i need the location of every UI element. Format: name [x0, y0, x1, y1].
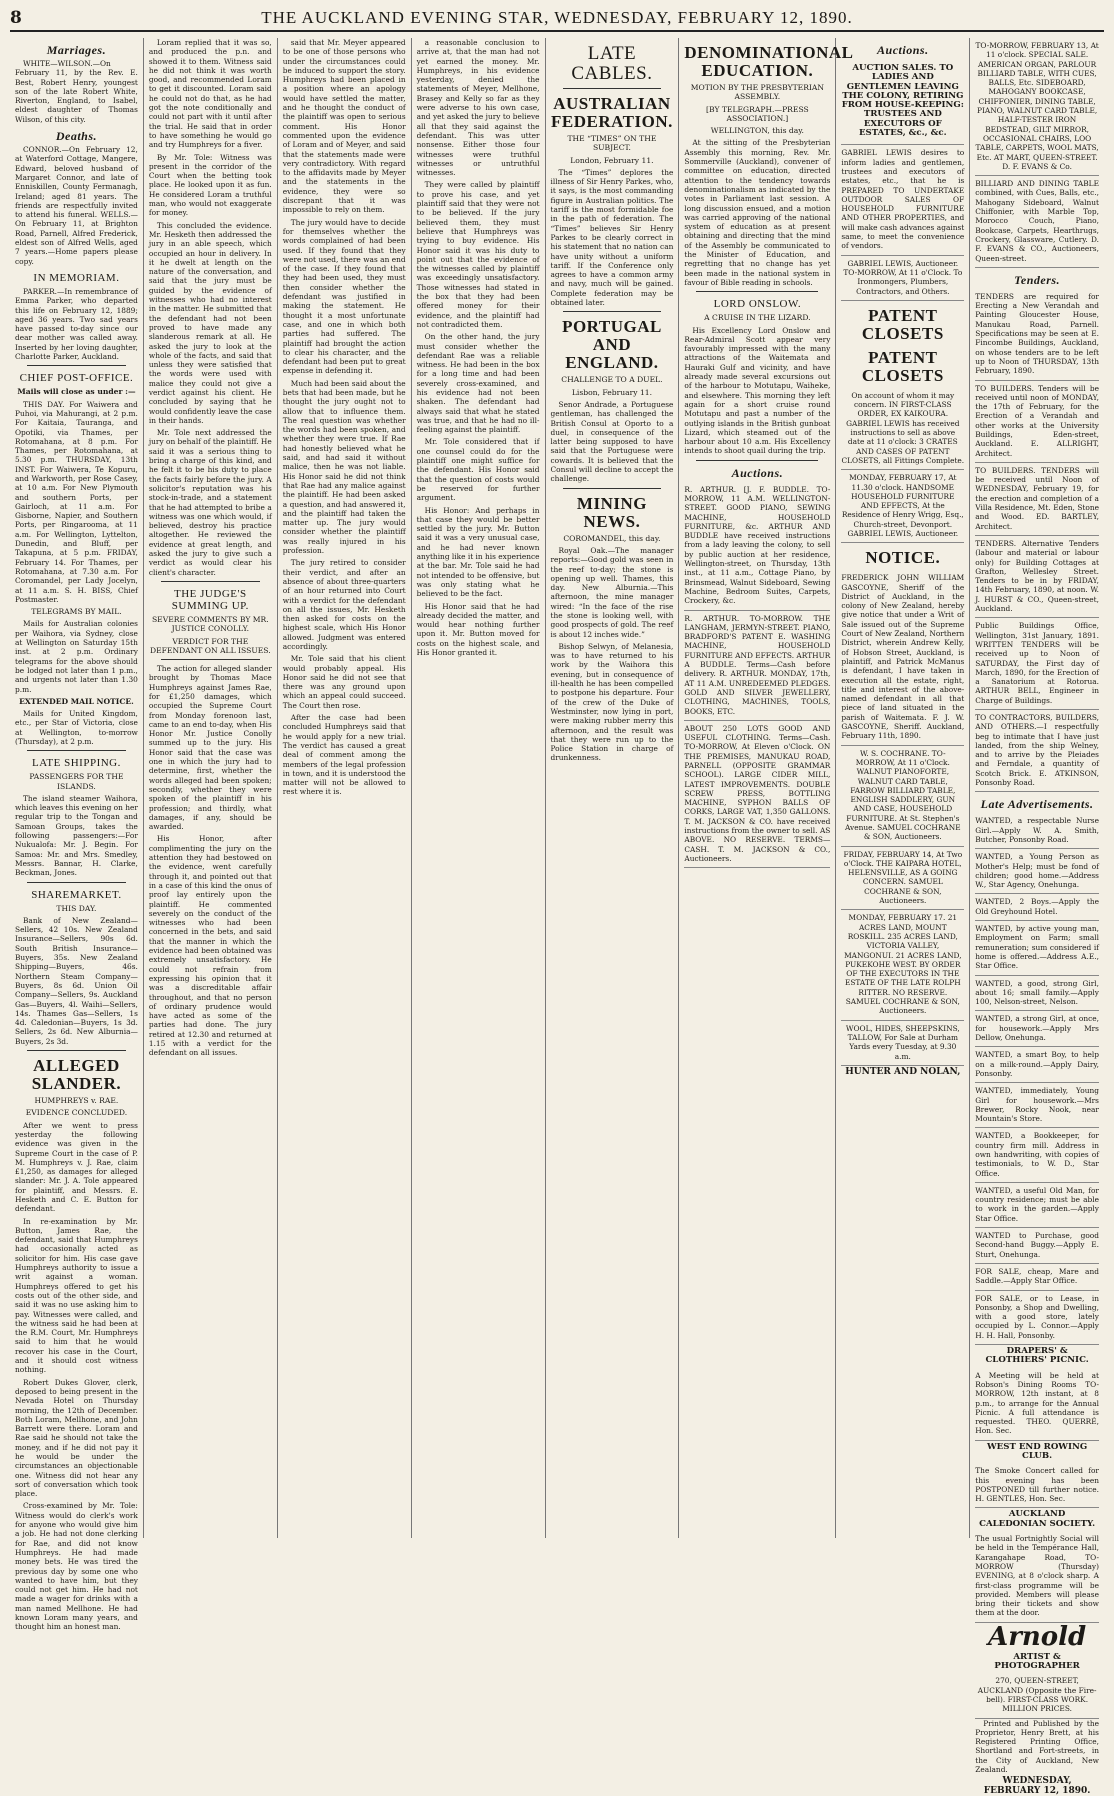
- wanted-10: WANTED, a useful Old Man, for country residence; must be able to work in the garden.—Apply Star Office.: [975, 1183, 1099, 1228]
- denominational-education-heading: DENOMINATIONAL EDUCATION.: [684, 43, 854, 80]
- masthead: [10, 8, 1104, 32]
- auctions-heading-col6: Auctions.: [731, 465, 784, 480]
- column-8: [970, 38, 1104, 1796]
- chief-post-office-heading: CHIEF POST-OFFICE.: [19, 372, 134, 385]
- column-5: [546, 38, 680, 1538]
- gabriel-lewis-ad-3: GABRIEL LEWIS, Auctioneer. TO-MORROW, At 11 o'Clock. To Ironmongers, Plumbers, Contractors, and Others.: [841, 256, 964, 301]
- portugal-dateline: Lisbon, February 11.: [571, 387, 653, 397]
- hunter-nolan: HUNTER AND NOLAN,: [845, 1066, 961, 1077]
- summing-cont-12: His Honor said that he had already decided the matter, and would hear nothing further upon it. Mr. Button moved for costs on the highest scale, and His Honor granted it.: [416, 601, 540, 657]
- wanted-6: WANTED, a strong Girl, at once, for housework.—Apply Mrs Dellow, Onehunga.: [975, 1011, 1099, 1047]
- tender-6: TO CONTRACTORS, BUILDERS, AND OTHERS.—I respectfully beg to intimate that I have just landed, from the ship Welney, and to arrive by the Pleiades and Ferndale, a quantity of Scotch Brick. E. ATKINSON, Ponsonby Road.: [975, 710, 1099, 792]
- alleged-slander-sub2: EVIDENCE CONCLUDED.: [25, 1108, 128, 1118]
- tender-1: TENDERS are required for Erecting a New Verandah and Painting Gloucester House, Manukau Road, Parnell. Specifications may be seen at E. Fincombe Buildings, Auckland, on whose tenders are to be left up to Noon of THURSDAY, 13th February, 1890.: [975, 289, 1099, 381]
- wanted-4: WANTED, by active young man, Employment on Farm; small remuneration; sum considered if home is offered.—Address A.E., Star Office.: [975, 921, 1099, 975]
- gabriel-lewis-ad-2: GABRIEL LEWIS desires to inform ladies and gentlemen, trustees and executors of estates, etc., that he is PREPARED TO UNDERTAKE OUTDOOR SALES OF HOUSEHOLD FURNITURE AND OTHER PROPERTIES, and will make cash advances against same, to meet the convenience of vendors.: [841, 145, 964, 255]
- summing-cont-5: Mr. Tole said that his client would probably appeal. His Honor said he did not see that there was any ground upon which an appeal could succeed. The Court then rose.: [282, 654, 406, 710]
- summing-up-text-1: The action for alleged slander brought by Thomas Mace Humphreys against James Rae, for £1,250 damages, which occupied the Supreme Court from Monday forenoon last, came to an end to-day, when His Honor Mr. Justice Conolly summed up to the jury. His Honor said that the case was one in which the jury had to determine, first, whether the words alleged had been spoken; secondly, whether they were spoken of the plaintiff in his profession; and thirdly, what damages, if any, should be awarded.: [148, 664, 272, 832]
- sharemarket-heading: SHAREMARKET.: [31, 888, 122, 901]
- deaths-text: CONNOR.—On February 12, at Waterford Cottage, Mangere, Edward, beloved husband of Margaret Connor, and late of Enniskillen, County Fermanagh, Ireland; aged 81 years. The friends are respectfully invited to attend his funeral. WELLS.—On February 11, at Brighton Road, Parnell, Alfred Frederick, eldest son of Alfred Wells, aged 7 years.—Home papers please copy.: [15, 145, 138, 266]
- marriages-text: WHITE—WILSON.—On February 11, by the Rev. E. Best, Robert Henry, youngest son of the late Robert White, Riverton, England, to Isabel, eldest daughter of Thomas Wilson, of this city.: [15, 59, 138, 124]
- cochrane-ad-2: FRIDAY, FEBRUARY 14, At Two o'Clock. THE KAIPARA HOTEL, HELENSVILLE, AS A GOING CONCERN. SAMUEL COCHRANE & SON, Auctioneers.: [841, 847, 964, 911]
- summing-cont-7: a reasonable conclusion to arrive at, that the man had not yet earned the money. Mr. Humphreys, in his evidence yesterday, denied the statements of Meyer, Mellhone, Brasey and Kelly so far as they were adverse to his own case, and yet asked the jury to believe all that they said against the defendant. This was utter nonsense. Either those four witnesses were truthful witnesses or untruthful witnesses.: [416, 38, 540, 178]
- late-shipping-text: The island steamer Waihora, which leaves this evening on her regular trip to the Tongan and Samoan Groups, takes the following passengers:—For Nukualofa: Mr. J. Begin. For Samoa: Mr. and Mrs. Smedley, Messrs. Bannar, H. Clarke, Beckman, Jones.: [15, 793, 138, 878]
- west-end-rowing-heading: WEST END ROWING CLUB.: [987, 1441, 1088, 1461]
- alleged-slander-sub: HUMPHREYS v. RAE.: [34, 1096, 119, 1106]
- australian-federation-heading: AUSTRALIAN FEDERATION.: [551, 94, 673, 131]
- slander-cont-4: Mr. Tole next addressed the jury on behalf of the plaintiff. He said it was a serious thing to bring a charge of this kind, and he felt it to be his duty to place the facts fairly before the jury. A solicitor's reputation was his stock-in-trade, and a statement that he had attempted to bribe a witness was one which would, if believed, destroy his practice altogether. He reviewed the evidence at great length, and asked the jury to give such a verdict as would clear his client's character.: [148, 428, 272, 577]
- tender-4: TENDERS. Alternative Tenders (labour and material or labour only) for Building Cottages at Grafton, Wellesley Street. Tenders to be in by FRIDAY, 14th February, 1890, at noon. W. J. HURST & CO., Queen-street, Auckland.: [975, 536, 1099, 618]
- wanted-5: WANTED, a good, strong Girl, about 16; small family.—Apply 100, Nelson-street, Nelson.: [975, 976, 1099, 1012]
- tender-5: Public Buildings Office, Wellington, 31st January, 1891. WRITTEN TENDERS will be received up to Noon of SATURDAY, the First day of March, 1890, for the Erection of a Sanatorium at Rotorua. ARTHUR BELL, Engineer in Charge of Buildings.: [975, 618, 1099, 710]
- imprint: Printed and Published by the Proprietor, Henry Brett, at his Registered Printing Office, Shortland and Fort-streets, in the City of Auckland, New Zealand.: [975, 1718, 1099, 1775]
- column-7: [836, 38, 970, 1538]
- cochrane-ad-3: MONDAY, FEBRUARY 17. 21 ACRES LAND, MOUNT ROSKILL. 235 ACRES LAND, VICTORIA VALLEY, MANGONUI. 21 ACRES LAND, PUKEKOHE WEST. BY ORDER OF THE EXECUTORS IN THE ESTATE OF THE LATE ROLPH RITTER. NO RESERVE. SAMUEL COCHRANE & SON, Auctioneers.: [841, 910, 964, 1020]
- chief-post-office-sub: Mails will close as under :—: [17, 387, 136, 397]
- wool-ad: WOOL, HIDES, SHEEPSKINS, TALLOW, For Sale at Durham Yards every Tuesday, at 9.30 a.m.: [841, 1021, 964, 1066]
- wellington-dateline: WELLINGTON, this day.: [710, 126, 804, 136]
- telegrams-heading: TELEGRAMS BY MAIL.: [31, 607, 122, 617]
- slander-cont-3: This concluded the evidence. Mr. Hesketh then addressed the jury in an able speech, which occupied an hour in delivery. In it he dwelt at length on the nature of the conversation, and said that the jury must be guided by the evidence of witnesses who had no interest in the matter. He submitted that the defendant had not been proved to have made any slanderous remark at all. He asked the jury to look at the whole of the facts, and said that unless they were satisfied that the words were used with malice they could not give a verdict against his client. He concluded by saying that he would confidently leave the case in their hands.: [148, 220, 272, 425]
- summing-up-text-2: His Honor, after complimenting the jury on the attention they had bestowed on the evidence, went carefully through it, and pointed out that in a case of this kind the onus of proof lay entirely upon the plaintiff. He commented severely on the conduct of the witnesses who had been concerned in the bets, and said that the manner in which the evidence had been obtained was extremely unsatisfactory. He could not refrain from expressing his opinion that it was a discreditable affair throughout, and that no person of ordinary prudence would have acted as some of the parties had done. The jury retired at 12.30 and returned at 1.15 with a verdict for the defendant on all issues.: [148, 834, 272, 1058]
- drapers-picnic-heading: DRAPERS' & CLOTHIERS' PICNIC.: [985, 1346, 1089, 1366]
- summing-cont-11: His Honor: And perhaps in that case they would be better settled by the jury. Mr. Button said it was a very unusual case, and he had never known anything like it in his experience at the bar. Mr. Tole said he had not intended to be offensive, but was only stating what he believed to be the fact.: [416, 505, 540, 599]
- patent-closets-2: PATENT CLOSETS: [861, 347, 944, 385]
- evans-billiard-ad: BILLIARD AND DINING TABLE combined, with Cues, Balls, etc., Mahogany Sideboard, Walnut Chiffonier, with Marble Top, Morocco Couch, Piano, Bookcase, Carpets, Hearthrugs, Crockery, Glassware, Cutlery. D. F. EVANS & CO., Auctioneers, Queen-street.: [975, 176, 1099, 268]
- for-sale-1: FOR SALE, cheap, Mare and Saddle.—Apply Star Office.: [975, 1264, 1099, 1291]
- column-3: [278, 38, 412, 1538]
- judges-summing-up-heading: THE JUDGE'S SUMMING UP.: [171, 587, 249, 612]
- household-furniture-ad: MONDAY, FEBRUARY 17, At 11.30 o'clock. HANDSOME HOUSEHOLD FURNITURE AND EFFECTS, At the Residence of Henry Wrigg, Esq., Church-street, Devonport. GABRIEL LEWIS, Auctioneer.: [841, 470, 964, 543]
- column-1: [10, 38, 144, 1632]
- telegrams-text: Mails for Australian colonies per Waihora, via Sydney, close at Wellington on Saturday 15th inst. at 2 p.m. Ordinary telegrams for the above should be lodged not later than 1 p.m., and urgents not later than 1.30 p.m.: [15, 619, 138, 694]
- portugal-england-heading: PORTUGAL AND ENGLAND.: [562, 317, 662, 373]
- late-cables-heading: LATE CABLES.: [571, 43, 653, 84]
- mining-news-heading: MINING NEWS.: [576, 493, 647, 531]
- for-sale-2: FOR SALE, or to Lease, in Ponsonby, a Shop and Dwelling, with a good store, lately occupied by L. Connor.—Apply H. H. Hall, Ponsonby.: [975, 1291, 1099, 1345]
- duel-sub: CHALLENGE TO A DUEL.: [561, 375, 663, 385]
- wanted-11: WANTED to Purchase, good Second-hand Buggy.—Apply E. Sturt, Onehunga.: [975, 1228, 1099, 1264]
- severe-comments-sub: SEVERE COMMENTS BY MR. JUSTICE CONOLLY.: [151, 614, 269, 634]
- auction-ad-1: R. ARTHUR. [J. F. BUDDLE. TO-MORROW, 11 A.M. WELLINGTON-STREET. GOOD PIANO, SEWING MACHINE, HOUSEHOLD FURNITURE, &c. ARTHUR AND BUDDLE have received instructions from a lady leaving the colony, to sell by public auction at her residence, Wellington-street, on Thursday, 13th inst., at 11 a.m., Cottage Piano, by Brinsmead, Walnut Sideboard, Sewing Machine, Bedroom Suites, Carpets, Crockery, &c.: [684, 482, 830, 611]
- auction-ad-3: ABOUT 250 LOTS GOOD AND USEFUL CLOTHING. Terms—Cash. TO-MORROW, At Eleven o'Clock. ON THE PREMISES, MANUKAU ROAD, PARNELL (OPPOSITE GRAMMAR SCHOOL). LARGE CIDER MILL, LATEST IMPROVEMENTS. DOUBLE SCREW PRESS, BOTTLING MACHINE, SYPHON BALLS OF CORKS, LARGE VAT, 1,350 GALLONS. T. M. JACKSON & CO. have received instructions from the owner to sell. AS ABOVE. NO RESERVE. TERMS—CASH. T. M. JACKSON & CO., Auctioneers.: [684, 721, 830, 868]
- wanted-8: WANTED, immediately, Young Girl for housework.—Mrs Brewer, Rocky Nook, near Mountain's Store.: [975, 1083, 1099, 1128]
- sharemarket-sub: THIS DAY.: [56, 903, 97, 913]
- column-6: [679, 38, 854, 1538]
- press-association-sub: [BY TELEGRAPH.—PRESS ASSOCIATION.]: [706, 104, 809, 123]
- summing-cont-8: They were called by plaintiff to prove his case, and yet plaintiff said that they were not to be believed. If the jury believed them, they must believe that Humphreys was trying to buy evidence. His Honor said it was his duty to point out that the evidence of the witnesses called by plaintiff was exceedingly unsatisfactory. Those witnesses had stated in the box that they had been offered money for their evidence, and the plaintiff had not contradicted them.: [416, 180, 540, 329]
- summing-cont-3: Much had been said about the bets that had been made, but he thought the jury ought not to allow that to influence them. The real question was whether the words had been spoken, and whether they were true. If Rae had honestly believed what he said, and had said it without malice, then he was not liable. His Honor said he did not think that Rae had any malice against the plaintiff. He had been asked a question, and had answered it, and the plaintiff had taken the matter up. The jury would consider whether the plaintiff was really injured in his profession.: [282, 378, 406, 556]
- portugal-text: Senor Andrade, a Portuguese gentleman, has challenged the British Consul at Oporto to a duel, in consequence of the latter being supposed to have said that the Portuguese were cowards. It is believed that the Consul will decline to accept the challenge.: [550, 399, 674, 484]
- denominational-text: At the sitting of the Presbyterian Assembly this morning, Rev. Mr. Sommerville (Auckland), convener of committee on education, directed attention to the tendency towards denominationalism as indicated by the votes in Parliament last session. A long discussion ensued, and a motion was carried approving of the national system of education as at present obtaining and directing that the mind of the Assembly be communicated to the Minister of Education, and regretting that no change has yet been made in the national system in favour of Bible reading in schools.: [684, 138, 831, 287]
- caledonian-text: The usual Fortnightly Social will be held in the Tempérance Hall, Karangahape Road, TO-MORROW (Thursday) EVENING, at 8 o'clock sharp. A first-class programme will be provided. Members will please bring their tickets and show them at the door.: [975, 1531, 1099, 1623]
- lord-onslow-heading: LORD ONSLOW.: [713, 298, 802, 311]
- chief-post-office-text: THIS DAY. For Waiwera and Puhoi, via Mahurangi, at 2 p.m. For Kaitaia, Tauranga, and Opotiki, via Thames, per Rotomahana, at 8 p.m. For Thames, per Rotomahana, at 5.30 p.m. THURSDAY, 13th INST. For Waiwera, Te Kopuru, and Warkworth, per Rose Casey, at 10 a.m. For New Plymouth and southern Ports, per Gairloch, at 11 a.m. For Gisborne, Napier, and Southern Ports, per Ringarooma, at 11 a.m. For Wellington, Lyttelton, Dunedin, and Bluff, per Takapuna, at 5 p.m. FRIDAY, February 14. For Thames, per Rotomahana, at 7.30 a.m. For Coromandel, per Lady Jocelyn, at 11 a.m. S. H. BISS, Chief Postmaster.: [15, 399, 138, 604]
- caledonian-heading: AUCKLAND CALEDONIAN SOCIETY.: [979, 1509, 1096, 1529]
- memoriam-heading: IN MEMORIAM.: [33, 271, 120, 284]
- extended-mail-heading: EXTENDED MAIL NOTICE.: [19, 696, 134, 706]
- wanted-9: WANTED, a Bookkeeper, for country firm mill. Address in own handwriting, with copies of testimonials, to W. D., Star Office.: [975, 1128, 1099, 1182]
- federation-dateline: London, February 11.: [570, 155, 654, 165]
- cruise-sub: A CRUISE IN THE LIZARD.: [704, 313, 811, 323]
- wanted-1: WANTED, a respectable Nurse Girl.—Apply W. A. Smith, Butcher, Ponsonby Road.: [975, 813, 1099, 849]
- auctions-heading-col7: Auctions.: [877, 43, 929, 57]
- mining-text-2: Bishop Selwyn, of Melanesia, was to have returned to his work by the Waihora this evening, but in consequence of ill-health he has been compelled to postpone his departure. Four of the crew of the Duke of Westminster, now lying in port, were making rubber merry this afternoon, and the result was that they were run up to the Police Station in charge of drunkenness.: [550, 641, 674, 763]
- column-2: [144, 38, 278, 1538]
- sharemarket-text: Bank of New Zealand—Sellers, 42 10s. New Zealand Insurance—Sellers, 90s 6d. South British Insurance—Buyers, 35s. New Zealand Shipping—Buyers, 46s. Northern Steam Company—Buyers, 8s 6d. Union Oil Company—Sellers, 9s. Auckland Gas—Buyers, 4l. Waihi—Sellers, 14s. Thames Gas—Sellers, 1s 4d. Caledonian—Buyers, 1s 3d. Sellers, 2s 6d. New Alburnia—Buyers, 2s 3d.: [15, 915, 138, 1046]
- summing-cont-10: Mr. Tole considered that if one counsel could do for the plaintiff one might suffice for the defendant. His Honor said that the question of costs would be reserved for further argument.: [416, 437, 540, 503]
- patent-closets-ad: On account of whom it may concern. IN FIRST-CLASS ORDER, EX KAIKOURA. GABRIEL LEWIS has received instructions to sell as above date at 11 o'clock: 3 CRATES AND CASES OF PATENT CLOSETS, all Fittings Complete.: [841, 388, 964, 470]
- summing-cont-2: The jury would have to decide for themselves whether the words complained of had been used. If they found that they were not used, there was an end of the case. If they found that they had been used, they must then consider whether the defendant was justified in making the statement. He thought it a most unfortunate case, and one in which both parties had suffered. The plaintiff had brought the action to clear his character, and the defendant had been put to great expense in defending it.: [282, 217, 406, 376]
- artist-address: 270, QUEEN-STREET, AUCKLAND (Opposite the Fire-bell). FIRST-CLASS WORK. MILLION PRICES.: [975, 1673, 1099, 1718]
- extended-mail-text: Mails for United Kingdom, etc., per Star of Victoria, close at Wellington, to-morrow (Thursday), at 2 p.m.: [15, 709, 138, 746]
- summing-cont-4: The jury retired to consider their verdict, and after an absence of about three-quarters of an hour returned into Court with a verdict for the defendant on all the issues, Mr. Hesketh then asked for costs on the highest scale, which His Honor allowed. Judgment was entered accordingly.: [282, 558, 406, 651]
- page-number: 8: [10, 8, 22, 28]
- newspaper-title: THE AUCKLAND EVENING STAR, WEDNESDAY, FEBRUARY 12, 1890.: [261, 8, 853, 27]
- marriages-heading: Marriages.: [46, 43, 107, 57]
- auction-ad-2: R. ARTHUR. TO-MORROW. THE LANGHAM, JERMYN-STREET. PIANO, BRADFORD'S PATENT E. WASHING MACHINE, HOUSEHOLD FURNITURE AND EFFECTS. ARTHUR A BUDDLE. Terms—Cash before delivery. R. ARTHUR. MONDAY, 17th, AT 11 A.M. UNREDEEMED PLEDGES. GOLD AND SILVER JEWELLERY, CLOTHING, MACHINES, TOOLS, BOOKS, ETC.: [684, 611, 830, 721]
- evans-special-sale: TO-MORROW, FEBRUARY 13, At 11 o'clock. SPECIAL SALE. AMERICAN ORGAN, PARLOUR BILLIARD TABLE, WITH CUES, BALLS, Etc. SIDEBOARD, MAHOGANY BOOKCASE, CHIFFONIER, DINING TABLE, PIANO, WALNUT CARD TABLE, HALF-TESTER IRON BEDSTEAD, GILT MIRROR, OCCASIONAL CHAIRS, LOO TABLE, CARPETS, WOOL MATS, Etc. AT MART, QUEEN-STREET. D. F. EVANS & Co.: [975, 38, 1099, 176]
- alleged-slander-heading: ALLEGED SLANDER.: [31, 1056, 122, 1094]
- alleged-slander-text-1: After we went to press yesterday the following evidence was given in the Supreme Court in the case of P. M. Humphreys v. J. Rae, claim £1,250, as damages for alleged slander: Mr. J. A. Tole appeared for plaintiff, and Messrs. E. Hesketh and C. E. Button for defendant.: [15, 1120, 138, 1214]
- tenders-heading: Tenders.: [1014, 272, 1061, 287]
- west-end-rowing-text: The Smoke Concert called for this evening has been POSTPONED till further notice. H. GENTLES, Hon. Sec.: [975, 1463, 1099, 1508]
- drapers-picnic-text: A Meeting will be held at Robson's Dining Rooms TO-MORROW, 12th instant, at 8 p.m., to arrange for the Annual Picnic. A full attendance is requested. THEO. QUERRÉ, Hon. Sec.: [975, 1368, 1099, 1441]
- verdict-sub: VERDICT FOR THE DEFENDANT ON ALL ISSUES.: [150, 636, 271, 655]
- presbyterian-sub: MOTION BY THE PRESBYTERIAN ASSEMBLY.: [690, 83, 825, 102]
- slander-cont-2: By Mr. Tole: Witness was present in the corridor of the Court when the betting took place. He looked upon it as fun. He considered Loram a truthful man, who would not exaggerate for money.: [148, 152, 272, 218]
- mining-dateline: COROMANDEL, this day.: [563, 533, 661, 543]
- cochrane-ad-1: W. S. COCHRANE. TO-MORROW, At 11 o'Clock. WALNUT PIANOFORTE, WALNUT CARD TABLE, FARROW BILLIARD TABLE, ENGLISH SADDLERY, GUN AND CASE, HOUSEHOLD FURNITURE. At St. Stephen's Avenue. SAMUEL COCHRANE & SON, Auctioneers.: [841, 746, 964, 847]
- deaths-heading: Deaths.: [55, 129, 98, 144]
- patent-closets-1: PATENT CLOSETS: [861, 305, 944, 343]
- onslow-text: His Excellency Lord Onslow and Rear-Admiral Scott appear very favourably impressed with the many attractions of the Waitemata and Hauraki Gulf and vicinity, and have already made several excursions out of the harbour to Motutapu, Waiheke, and elsewhere. This morning they left again for a short cruise round Motutapu and past a number of the outlying islands in the British gunboat Lizard, which steamed out of the harbour about 10 a.m. His Excellency intends to shoot quail during the trip.: [684, 325, 831, 456]
- wanted-3: WANTED, 2 Boys.—Apply the Old Greyhound Hotel.: [975, 894, 1099, 921]
- late-advertisements-heading: Late Advertisements.: [980, 797, 1094, 812]
- columns: [10, 38, 1104, 1796]
- arnold-logo: Arnold: [988, 1621, 1087, 1652]
- federation-text: The “Times” deplores the illness of Sir Henry Parkes, who, it says, is the most commanding figure in Australian politics. The tariff is the most formidable foe in the path of federation. The “Times” believes Sir Henry Parkes to be clearly correct in his statement that no nation can have unity without a uniform tariff. If the Conference only agrees to have a common army and navy, much will be gained. Complete federation may be obtained later.: [550, 167, 674, 308]
- alleged-slander-text-4: Cross-examined by Mr. Tole: Witness would do clerk's work for anyone who would give him a job. He had not done clerking for Rae, and did not know Humphreys. He had made money bets. He was tired the previous day by some one who wanted to have him, but they could not get him. He had not made a wager for drinks with a man named Mellhone. He had known Loram many years, and thought him an honest man.: [15, 1501, 138, 1632]
- summing-cont-9: On the other hand, the jury must consider whether the defendant Rae was a reliable witness. He had been in the box for a long time and had been severely cross-examined, and his evidence had not been shaken. The defendant had always said that what he stated was true, and that he had no ill-feeling against the plaintiff.: [416, 332, 540, 435]
- alleged-slander-text-3: Robert Dukes Glover, clerk, deposed to being present in the Nevada Hotel on Thursday morning, the 12th of December. Both Loram, Mellhone, and John Barrett were there. Loram and Rae said he should not take the money, and if he did not pay it he would be under the circumstances an objectionable one. Witness did not hear any sort of conversation which took place.: [15, 1377, 138, 1499]
- gabriel-lewis-ad-1: AUCTION SALES. TO LADIES AND GENTLEMEN LEAVING THE COLONY, RETIRING FROM HOUSE-KEEPING: TRUSTEES AND EXECUTORS OF ESTATES, &c., &c.: [841, 59, 964, 145]
- late-shipping-heading: LATE SHIPPING.: [31, 757, 121, 770]
- summing-cont-6: After the case had been concluded Humphreys said that he would apply for a new trial. The verdict has caused a great deal of comment among the members of the legal profession in town, and it is understood the matter will not be allowed to rest where it is.: [282, 713, 406, 797]
- wanted-7: WANTED, a smart Boy, to help on a milk-round.—Apply Dairy, Ponsonby.: [975, 1047, 1099, 1083]
- late-shipping-sub: PASSENGERS FOR THE ISLANDS.: [29, 772, 124, 791]
- tender-2: TO BUILDERS. Tenders will be received until noon of MONDAY, the 17th of February, for the Erection of a Verandah and other works at the University Buildings, Eden-street, Auckland. E. ALLRIGHT, Architect.: [975, 381, 1099, 463]
- sheriff-notice: FREDERICK JOHN WILLIAM GASCOYNE, Sheriff of the District of Auckland, in the colony of New Zealand, hereby give notice that under a Writ of Sale issued out of the Supreme Court of New Zealand, Northern District, wherein Andrew Kelly, of Hobson Street, Auckland, is plaintiff, and Patrick McManus is defendant, I have taken in execution all the estate, right, title and interest of the above-named defendant in all that piece of land situated in the parish of Waitemata. F. J. W. GASCOYNE, Sheriff. Auckland, February 11th, 1890.: [841, 570, 964, 745]
- summing-cont-1: said that Mr. Meyer appeared to be one of those persons who under the circumstances could be induced to support the story. Humphreys had been placed in a position where an apology would have settled the matter, and he thought the conduct of the plaintiff was open to serious comment. His Honor commented upon the evidence of Loram and of Meyer, and said that the statements made were very contradictory. With regard to the affidavits made by Meyer and the statements in the evidence, they were so discrepant that it was impossible to rely on them.: [282, 38, 406, 215]
- mining-text: Royal Oak.—The manager reports:—Good gold was seen in the reef to-day; the stone is opening up well. Thames, this day. New Alburnia.—This afternoon, the mine manager wired: “In the face of the rise the stone is looking well, with good prospects of gold. The reef is about 12 inches wide.”: [550, 545, 674, 639]
- alleged-slander-text-2: In re-examination by Mr. Button, James Rae, the defendant, said that Humphreys had occasionally acted as solicitor for him. His case gave Humphreys authority to issue a writ against a woman. Humphreys offered to get his costs out of the other side, and said it was no use asking him to pay. Witnesses were called, and the witness said he had been at the R.M. Court, Mr. Humphreys said to him that he would recover his case in the Court, and it should cost witness nothing.: [15, 1216, 138, 1375]
- imprint-date: WEDNESDAY, FEBRUARY 12, 1890.: [983, 1776, 1091, 1796]
- artist-photographer: ARTIST & PHOTOGRAPHER: [994, 1651, 1080, 1672]
- column-4: [412, 38, 546, 1538]
- memoriam-text: PARKER.—In remembrance of Emma Parker, who departed this life on February 12, 1889; aged 36 years. Two sad years have passed to-day since our dear mother was called away. Inserted by her loving daughter, Charlotte Parker, Auckland.: [15, 286, 138, 362]
- notice-heading: NOTICE.: [865, 548, 941, 568]
- times-subject-sub: THE “TIMES” ON THE SUBJECT.: [567, 134, 657, 153]
- tender-3: TO BUILDERS. TENDERS will be received until Noon of WEDNESDAY, February 19, for the erection and completion of a Villa Residence, Mt. Eden, Stone and Wood. ED. BARTLEY, Architect.: [975, 463, 1099, 536]
- wanted-2: WANTED, a Young Person as Mother's Help; must be fond of children; good home.—Address W., Star Agency, Onehunga.: [975, 849, 1099, 894]
- slander-cont-1: Loram replied that it was so, and produced the p.n. and showed it to them. Witness said he did not think it was worth good, and recommended Loram to get it discounted. Loram said he could not do that, as he had got the note conditionally and could not part with it until after the trial. He said that in order to have something he would go and try Humphreys for a fiver.: [148, 38, 272, 150]
